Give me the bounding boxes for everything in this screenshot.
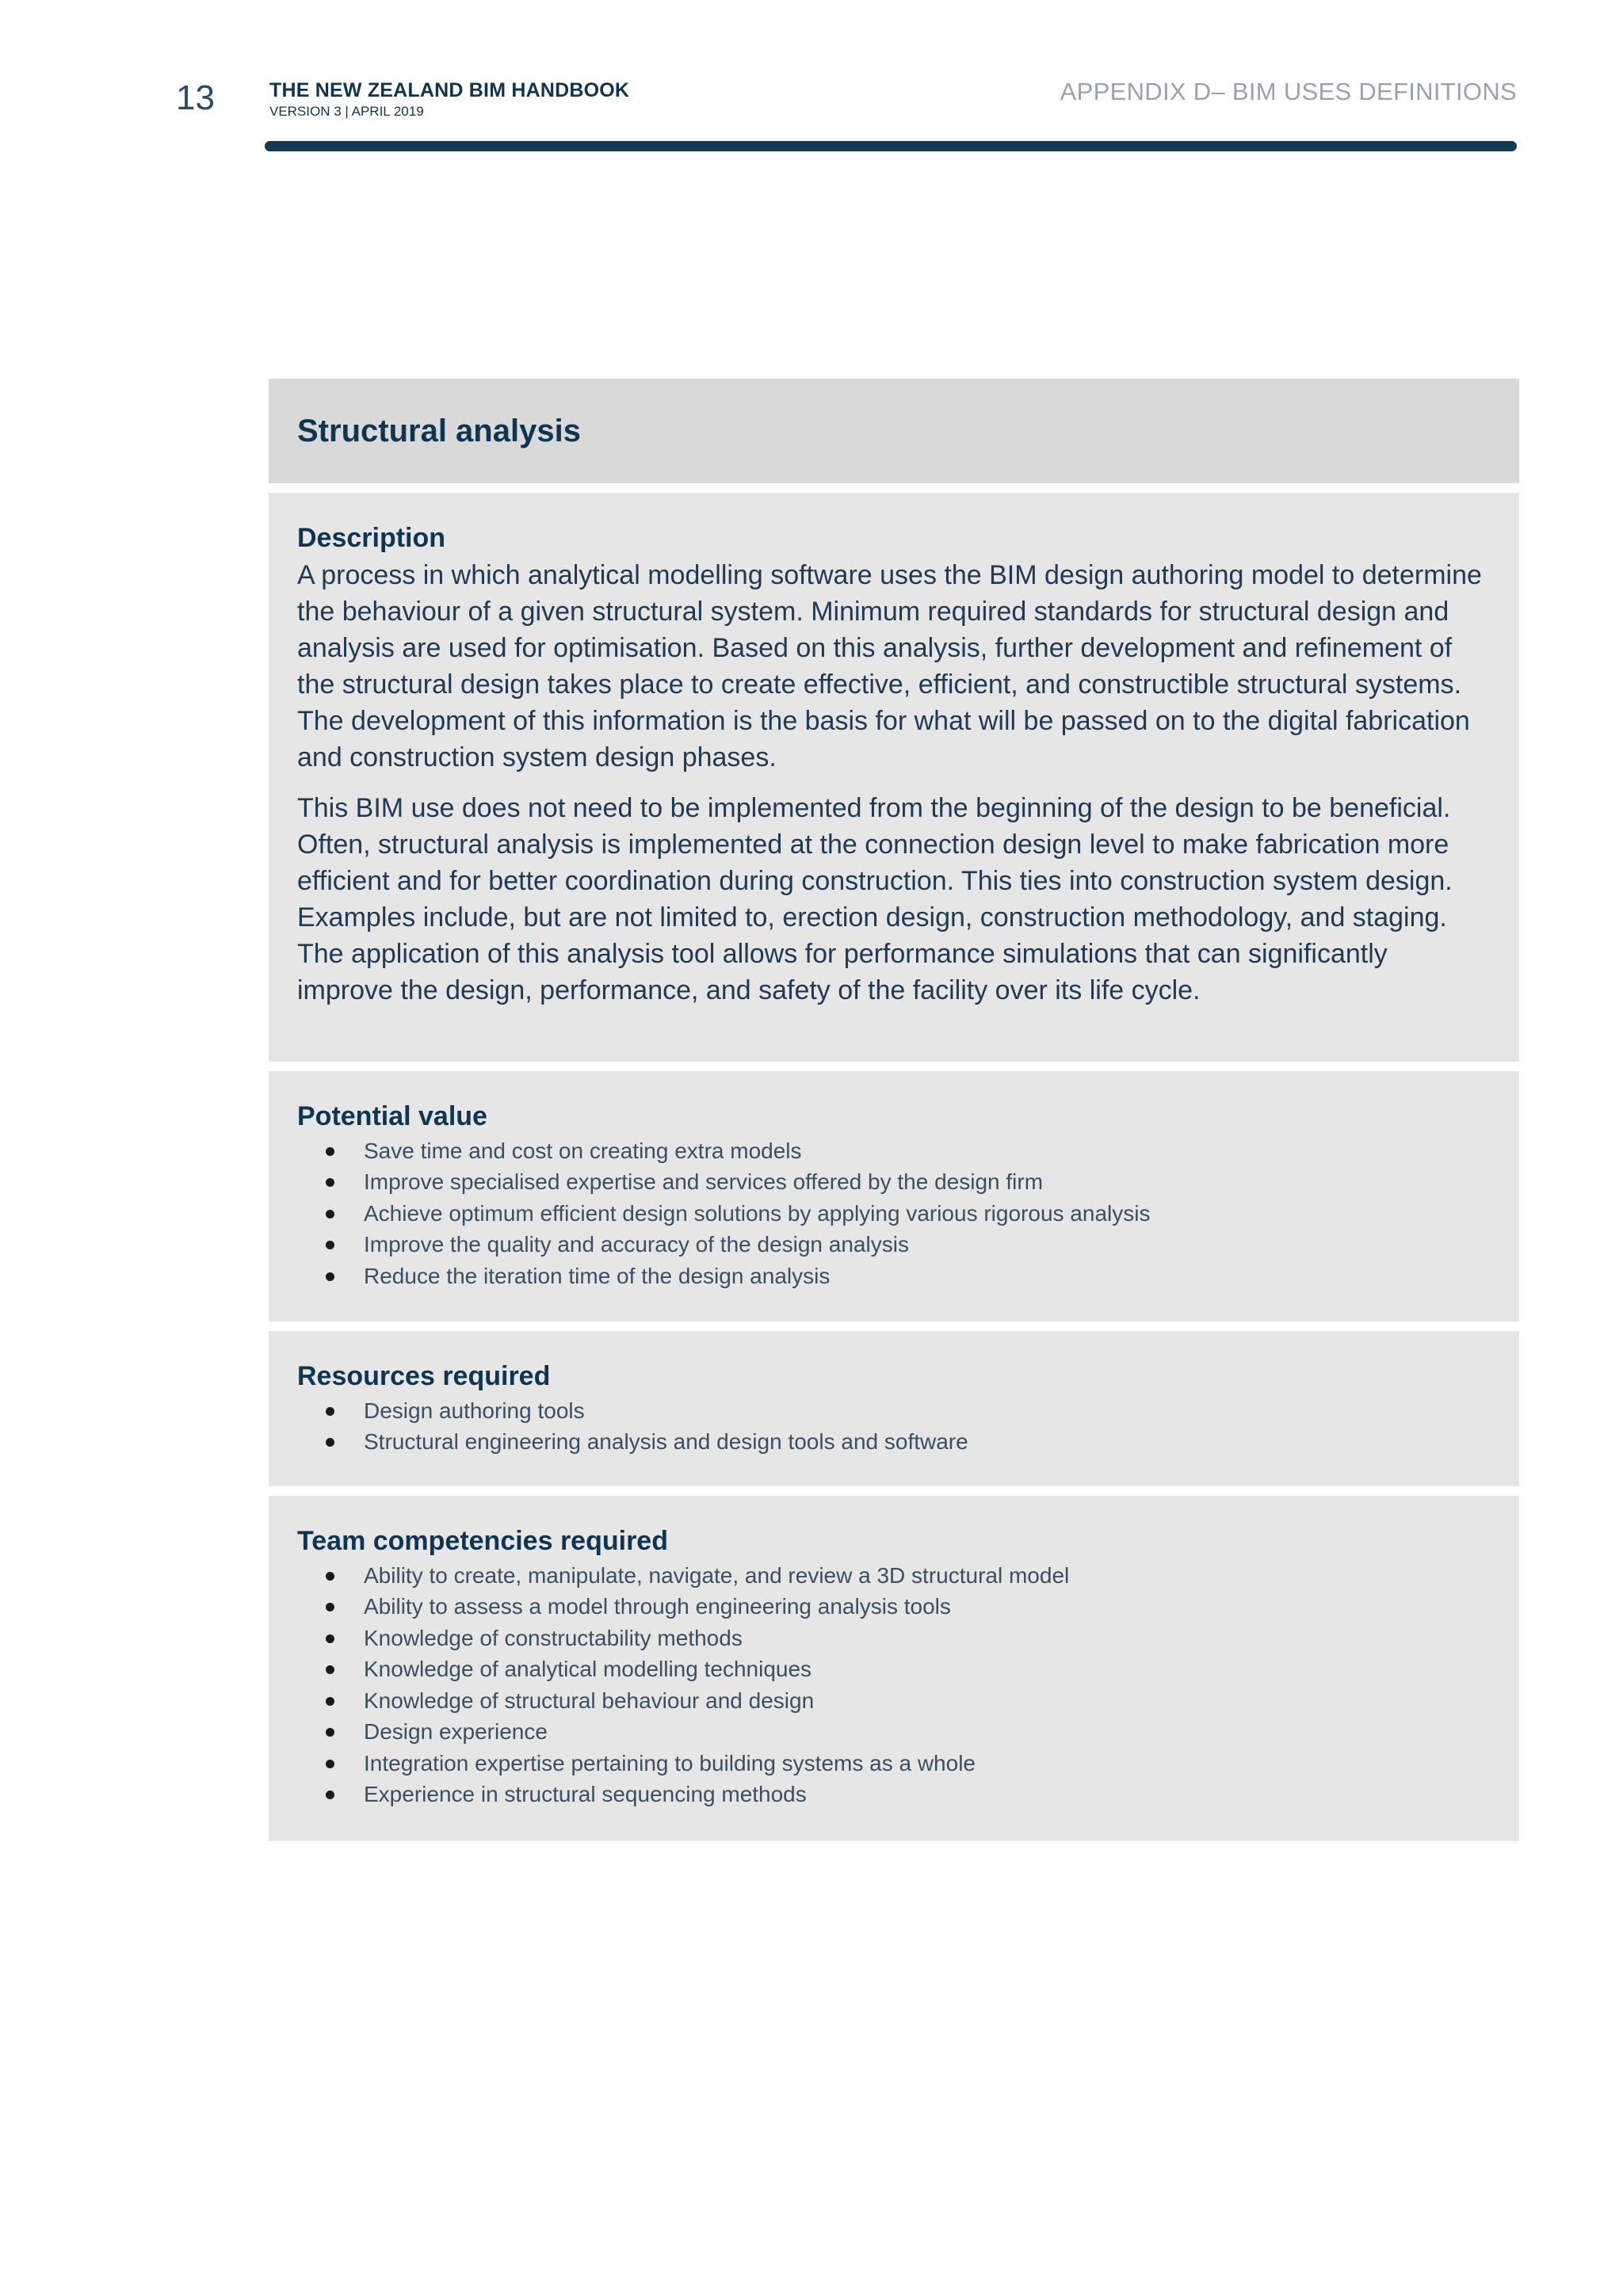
list-item <box>297 1591 1491 1623</box>
bullet-icon <box>326 1603 334 1611</box>
potential-value-panel <box>269 1071 1519 1322</box>
list-item <box>297 1779 1491 1810</box>
resources-required-panel <box>269 1331 1519 1486</box>
list-item <box>297 1560 1491 1592</box>
section-label: APPENDIX D– BIM USES DEFINITIONS <box>1060 78 1517 105</box>
list-item-text: Improve specialised expertise and services offered by the design firm <box>364 1169 1044 1194</box>
list-item-text: Achieve optimum efficient design solutions by applying various rigorous analysis <box>364 1200 1151 1226</box>
team-competencies-panel <box>269 1496 1519 1841</box>
potential-value-heading: Potential value <box>297 1101 487 1131</box>
document-title: THE NEW ZEALAND BIM HANDBOOK <box>269 79 630 101</box>
header-rule <box>265 141 1517 151</box>
list-item-text: Reduce the iteration time of the design analysis <box>364 1263 831 1288</box>
list-item <box>297 1395 1491 1427</box>
list-item-text: Experience in structural sequencing methods <box>364 1782 807 1806</box>
team-competencies-list <box>297 1560 1491 1810</box>
bullet-icon <box>326 1272 334 1281</box>
description-paragraph: This BIM use does not need to be implemented from the beginning of the design to be beneficial. Often, structural analysis is implemented at the connection design level to make fabrication more efficient and for better coordination during construction. This ties into construction system design. Examples include, but are not limited to, erection design, construction methodology, and staging. The application of this analysis tool allows for performance simulations that can significantly improve the design, performance, and safety of the facility over its life cycle. <box>297 792 1453 1005</box>
list-item-text: Integration expertise pertaining to building systems as a whole <box>364 1750 976 1775</box>
resources-required-heading: Resources required <box>297 1361 551 1391</box>
list-item-text: Knowledge of structural behaviour and design <box>364 1688 815 1713</box>
bullet-icon <box>326 1665 334 1674</box>
bullet-icon <box>326 1572 334 1581</box>
list-item <box>297 1261 1491 1292</box>
bullet-icon <box>326 1147 334 1156</box>
bullet-icon <box>326 1178 334 1187</box>
bullet-icon <box>326 1728 334 1737</box>
list-item-text: Knowledge of analytical modelling techniques <box>364 1657 812 1681</box>
bullet-icon <box>326 1791 334 1799</box>
bullet-icon <box>326 1697 334 1706</box>
list-item <box>297 1685 1491 1717</box>
list-item <box>297 1135 1491 1167</box>
potential-value-list <box>297 1135 1491 1292</box>
list-item-text: Design authoring tools <box>364 1398 585 1423</box>
team-competencies-heading: Team competencies required <box>297 1526 668 1556</box>
bullet-icon <box>326 1438 334 1447</box>
bullet-icon <box>326 1634 334 1643</box>
list-item-text: Knowledge of constructability methods <box>364 1625 743 1650</box>
description-paragraph: A process in which analytical modelling software uses the BIM design authoring model to determine the behaviour of a given structural system. Minimum required standards for structural design and analysis are used for optimisation. Based on this analysis, further development and refinement of the structural design takes place to create effective, efficient, and constructible structural systems. The development of this information is the basis for what will be passed on to the digital fabrication and construction system design phases. <box>297 559 1482 772</box>
page-number: 13 <box>176 78 215 117</box>
list-item-text: Structural engineering analysis and design tools and software <box>364 1429 968 1454</box>
description-panel <box>269 493 1519 1062</box>
list-item <box>297 1426 1491 1458</box>
bullet-icon <box>326 1210 334 1219</box>
list-item-text: Save time and cost on creating extra models <box>364 1138 802 1163</box>
list-item <box>297 1748 1491 1779</box>
list-item <box>297 1198 1491 1230</box>
description-heading: Description <box>297 523 446 553</box>
list-item-text: Design experience <box>364 1719 548 1744</box>
resources-required-list <box>297 1395 1491 1458</box>
list-item <box>297 1623 1491 1654</box>
list-item <box>297 1229 1491 1261</box>
list-item-text: Ability to assess a model through engineering analysis tools <box>364 1594 951 1619</box>
list-item <box>297 1716 1491 1748</box>
bullet-icon <box>326 1241 334 1249</box>
document-version: VERSION 3 | APRIL 2019 <box>269 104 424 119</box>
title-panel <box>269 379 1519 483</box>
list-item <box>297 1653 1491 1685</box>
list-item-text: Improve the quality and accuracy of the design analysis <box>364 1232 909 1257</box>
page-title: Structural analysis <box>297 413 581 448</box>
list-item <box>297 1166 1491 1198</box>
list-item-text: Ability to create, manipulate, navigate, and review a 3D structural model <box>364 1562 1070 1588</box>
bullet-icon <box>326 1407 334 1416</box>
bullet-icon <box>326 1760 334 1768</box>
